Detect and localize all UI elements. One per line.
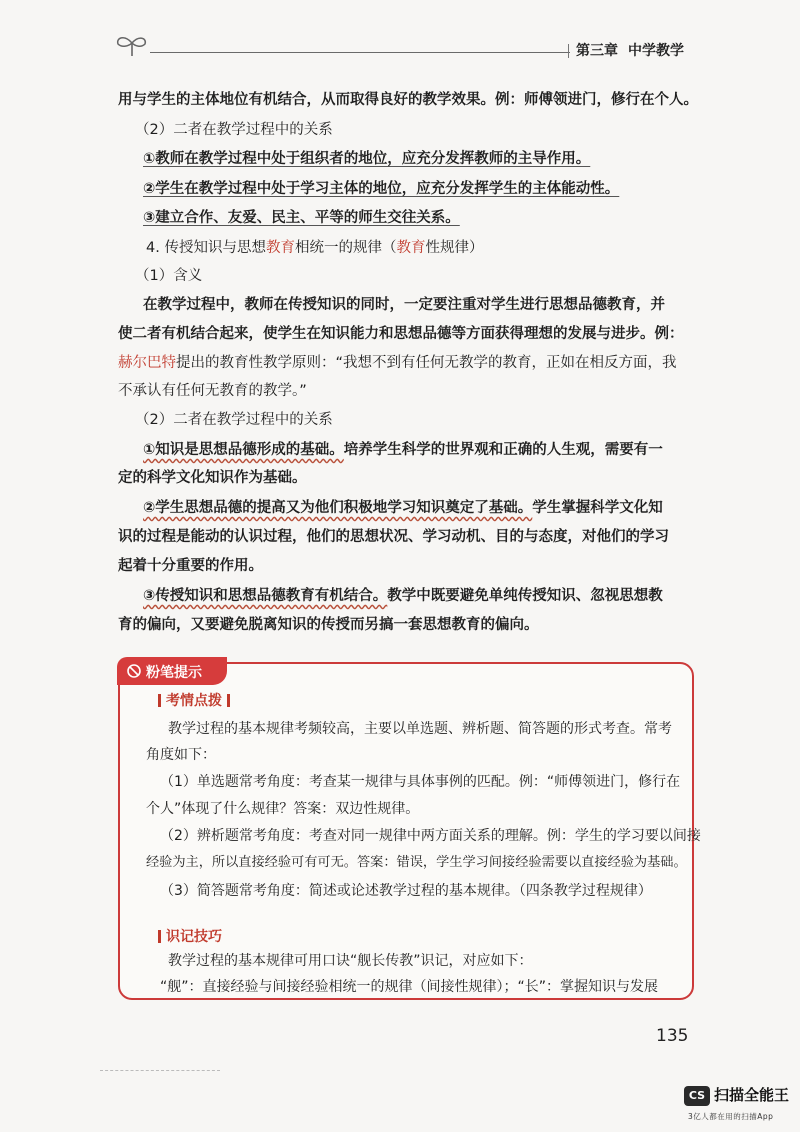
scanner-logo-icon: CS (684, 1086, 710, 1106)
chapter-header (576, 40, 684, 60)
text-line: ①知识是思想品德形成的基础。培养学生科学的世界观和正确的人生观，需要有一 (143, 442, 663, 458)
sprout-icon (112, 32, 152, 58)
page-number: 135 (656, 1026, 689, 1046)
section-title: 4. 传授知识与思想教育相统一的规律（教育性规律） (146, 240, 484, 256)
subheading: （2）二者在教学过程中的关系 (135, 412, 333, 428)
text-line: 起着十分重要的作用。 (118, 558, 263, 574)
tip-line: （1）单选题常考角度：考查某一规律与具体事例的匹配。例：“师傅领进门，修行在 (160, 774, 681, 790)
text-line: 用与学生的主体地位有机结合，从而取得良好的教学效果。例：师傅领进门，修行在个人。 (118, 92, 698, 108)
no-sign-icon (126, 663, 142, 679)
tip-subheading: 考情点拨 (158, 690, 230, 710)
tip-line: 教学过程的基本规律考频较高，主要以单选题、辨析题、简答题的形式考查。常考 (168, 721, 672, 737)
tip-line: 角度如下： (146, 747, 216, 763)
text-line: 不承认有任何无教育的教学。” (118, 383, 307, 399)
list-item: ②学生在教学过程中处于学习主体的地位，应充分发挥学生的主体能动性。 (143, 181, 620, 197)
tip-line: 经验为主，所以直接经验可有可无。答案：错误，学生学习间接经验需要以直接经验为基础。 (146, 855, 687, 870)
chapter-label: 第三章 (576, 43, 618, 59)
text-line: ③传授知识和思想品德教育有机结合。教学中既要避免单纯传授知识、忽视思想教 (143, 588, 663, 604)
tip-line: （3）简答题常考角度：简述或论述教学过程的基本规律。（四条教学过程规律） (160, 883, 652, 899)
tip-line: 教学过程的基本规律可用口诀“舰长传教”识记，对应如下： (168, 953, 533, 969)
tip-line: “舰”：直接经验与间接经验相统一的规律（间接性规律）；“长”：掌握知识与发展 (160, 979, 659, 995)
header-rule (150, 52, 570, 53)
watermark-tagline: 3亿人都在用的扫描App (688, 1112, 774, 1121)
text-line: 使二者有机结合起来，使学生在知识能力和思想品德等方面获得理想的发展与进步。例： (118, 326, 684, 342)
text-line: ②学生思想品德的提高又为他们积极地学习知识奠定了基础。学生掌握科学文化知 (143, 500, 663, 516)
header-separator (568, 44, 569, 58)
tip-subheading: 识记技巧 (158, 926, 222, 946)
subheading: （2）二者在教学过程中的关系 (135, 122, 333, 138)
list-item: ③建立合作、友爱、民主、平等的师生交往关系。 (143, 210, 460, 226)
text-line: 赫尔巴特提出的教育性教学原则：“我想不到有任何无教学的教育，正如在相反方面，我 (118, 355, 677, 371)
section-label: 中学教学 (628, 43, 684, 59)
tip-line: 个人”体现了什么规律？答案：双边性规律。 (146, 801, 420, 817)
watermark-name: 扫描全能王 (714, 1086, 790, 1104)
text-line: 定的科学文化知识作为基础。 (118, 470, 307, 486)
list-item: ①教师在教学过程中处于组织者的地位，应充分发挥教师的主导作用。 (143, 151, 591, 167)
subheading: （1）含义 (135, 268, 203, 284)
footer-rule (100, 1070, 220, 1071)
text-line: 在教学过程中，教师在传授知识的同时，一定要注重对学生进行思想品德教育，并 (143, 297, 665, 313)
tip-tab-label: 粉笔提示 (146, 665, 202, 681)
text-line: 识的过程是能动的认识过程，他们的思想状况、学习动机、目的与态度，对他们的学习 (118, 529, 669, 545)
tip-line: （2）辨析题常考角度：考查对同一规律中两方面关系的理解。例：学生的学习要以间接 (160, 828, 701, 844)
text-line: 育的偏向，又要避免脱离知识的传授而另搞一套思想教育的偏向。 (118, 617, 539, 633)
